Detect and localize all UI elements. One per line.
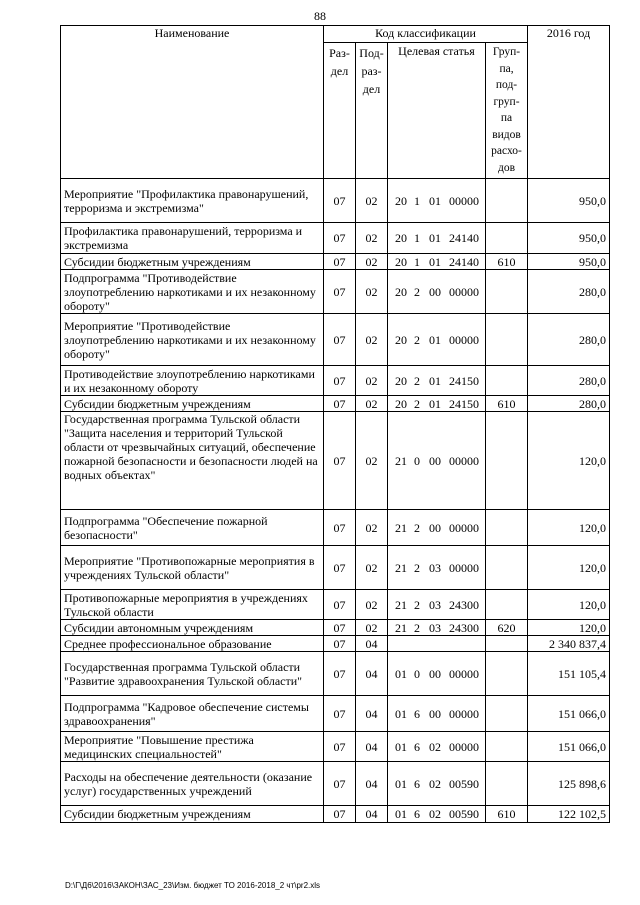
row-expense-group: [486, 314, 528, 366]
table-row: [61, 223, 610, 254]
row-subsection: 02: [356, 510, 388, 546]
table-row: [61, 762, 610, 806]
target-article-part: 21: [395, 597, 407, 612]
target-article-part: 01: [429, 373, 441, 388]
target-article-part: 21: [395, 520, 407, 535]
row-expense-group: [486, 366, 528, 396]
row-expense-group: [486, 636, 528, 652]
target-article-part: 00: [429, 706, 441, 721]
row-section: 07: [324, 590, 356, 620]
row-amount: 120,0: [528, 590, 610, 620]
target-article-part: 1: [414, 193, 420, 208]
row-name: Подпрограмма "Кадровое обеспечение системы здравоохранения": [61, 696, 324, 732]
target-article-part: 01: [395, 706, 407, 721]
target-article-part: 00000: [449, 706, 479, 721]
target-article-part: 24150: [449, 373, 479, 388]
row-expense-group: [486, 696, 528, 732]
table-row: [61, 412, 610, 510]
row-target-article: [388, 620, 486, 636]
target-article-part: 00000: [449, 453, 479, 468]
target-article-part: 00000: [449, 739, 479, 754]
table-row: [61, 652, 610, 696]
row-section: 07: [324, 254, 356, 270]
row-expense-group: [486, 652, 528, 696]
row-target-article: [388, 652, 486, 696]
row-subsection: 04: [356, 762, 388, 806]
row-amount: 280,0: [528, 396, 610, 412]
target-article-part: 01: [395, 807, 407, 821]
row-subsection: 04: [356, 806, 388, 823]
target-article-part: 21: [395, 560, 407, 575]
row-name: Профилактика правонарушений, терроризма и экстремизма: [61, 223, 324, 254]
target-article-part: 02: [429, 739, 441, 754]
target-article-part: 01: [429, 254, 441, 269]
row-amount: 120,0: [528, 620, 610, 636]
row-name: Субсидии бюджетным учреждениям: [61, 396, 324, 412]
row-amount: 120,0: [528, 510, 610, 546]
target-article-part: 01: [395, 739, 407, 754]
row-amount: 280,0: [528, 366, 610, 396]
target-article-part: 20: [395, 231, 407, 245]
row-name: Расходы на обеспечение деятельности (оказание услуг) государственных учреждений: [61, 762, 324, 806]
target-article-part: 24300: [449, 597, 479, 612]
row-section: 07: [324, 652, 356, 696]
target-article-part: 01: [395, 776, 407, 791]
target-article-part: 2: [414, 284, 420, 299]
target-article-part: 20: [395, 254, 407, 269]
row-name: Мероприятие "Противодействие злоупотреблению наркотиками и их незаконному обороту": [61, 314, 324, 366]
row-subsection: 02: [356, 223, 388, 254]
target-article-part: 6: [414, 776, 420, 791]
row-section: 07: [324, 314, 356, 366]
row-expense-group: 610: [486, 396, 528, 412]
row-amount: 950,0: [528, 223, 610, 254]
target-article-part: 2: [414, 332, 420, 347]
row-subsection: 04: [356, 696, 388, 732]
table-row: [61, 696, 610, 732]
table-row: [61, 396, 610, 412]
target-article-part: 01: [395, 666, 407, 681]
row-target-article: [388, 510, 486, 546]
target-article-part: 00: [429, 520, 441, 535]
header-row-top: [61, 26, 610, 43]
target-article-part: 20: [395, 373, 407, 388]
target-article-part: 24150: [449, 396, 479, 411]
row-section: 07: [324, 696, 356, 732]
row-target-article: [388, 696, 486, 732]
row-expense-group: [486, 590, 528, 620]
target-article-part: 01: [429, 332, 441, 347]
row-name: Противодействие злоупотреблению наркотиками и их незаконному обороту: [61, 366, 324, 396]
target-article-part: 00: [429, 284, 441, 299]
row-subsection: 04: [356, 652, 388, 696]
row-section: 07: [324, 366, 356, 396]
row-subsection: 02: [356, 546, 388, 590]
target-article-part: 0: [414, 666, 420, 681]
row-expense-group: [486, 762, 528, 806]
row-subsection: 02: [356, 590, 388, 620]
target-article-part: 2: [414, 373, 420, 388]
row-expense-group: [486, 546, 528, 590]
row-section: 07: [324, 732, 356, 762]
target-article-part: 2: [414, 560, 420, 575]
header-subsection: Под- раз- дел: [356, 43, 388, 179]
target-article-part: 00: [429, 666, 441, 681]
row-name: Мероприятие "Противопожарные мероприятия в учреждениях Тульской области": [61, 546, 324, 590]
target-article-part: 6: [414, 739, 420, 754]
row-subsection: 04: [356, 732, 388, 762]
header-section: Раз- дел: [324, 43, 356, 179]
row-expense-group: [486, 732, 528, 762]
target-article-part: 01: [429, 193, 441, 208]
table-row: [61, 620, 610, 636]
row-amount: 125 898,6: [528, 762, 610, 806]
row-target-article: [388, 366, 486, 396]
row-name: Подпрограмма "Противодействие злоупотреблению наркотиками и их незаконному обороту": [61, 270, 324, 314]
row-expense-group: [486, 412, 528, 510]
row-subsection: 02: [356, 179, 388, 223]
row-section: 07: [324, 620, 356, 636]
row-expense-group: 610: [486, 254, 528, 270]
row-name: Субсидии бюджетным учреждениям: [61, 806, 324, 823]
row-target-article: [388, 732, 486, 762]
table-row: [61, 590, 610, 620]
row-name: Мероприятие "Повышение престижа медицинских специальностей": [61, 732, 324, 762]
row-target-article: [388, 223, 486, 254]
target-article-part: 01: [429, 231, 441, 245]
target-article-part: 24140: [449, 231, 479, 245]
target-article-part: 2: [414, 597, 420, 612]
target-article-part: 20: [395, 193, 407, 208]
row-name: Государственная программа Тульской области "Защита населения и территорий Тульской области от чрезвычайных ситуаций, обеспечение пожарной безопасности и безопасности людей на водных объектах": [61, 412, 324, 510]
target-article-part: 20: [395, 332, 407, 347]
row-target-article: [388, 590, 486, 620]
header-year: 2016 год: [528, 26, 610, 179]
page-number: 88: [314, 9, 326, 23]
row-amount: 151 066,0: [528, 732, 610, 762]
table-row: [61, 546, 610, 590]
target-article-part: 00000: [449, 666, 479, 681]
row-name: Мероприятие "Профилактика правонарушений, терроризма и экстремизма": [61, 179, 324, 223]
row-subsection: 02: [356, 366, 388, 396]
row-amount: 151 066,0: [528, 696, 610, 732]
target-article-part: 0: [414, 453, 420, 468]
row-section: 07: [324, 223, 356, 254]
row-name: Субсидии автономным учреждениям: [61, 620, 324, 636]
row-amount: 280,0: [528, 270, 610, 314]
target-article-part: 00: [429, 453, 441, 468]
row-target-article: [388, 314, 486, 366]
target-article-part: 2: [414, 396, 420, 411]
table-row: [61, 179, 610, 223]
target-article-part: 2: [414, 520, 420, 535]
row-expense-group: [486, 510, 528, 546]
row-section: 07: [324, 636, 356, 652]
target-article-part: 2: [414, 620, 420, 635]
target-article-part: 01: [429, 396, 441, 411]
target-article-part: 00000: [449, 332, 479, 347]
row-target-article: [388, 254, 486, 270]
row-target-article: [388, 412, 486, 510]
row-subsection: 04: [356, 636, 388, 652]
row-expense-group: 620: [486, 620, 528, 636]
target-article-part: 00000: [449, 284, 479, 299]
table-row: [61, 510, 610, 546]
row-amount: 120,0: [528, 546, 610, 590]
target-article-part: 00590: [449, 807, 479, 821]
table-row: [61, 732, 610, 762]
budget-table: [60, 25, 610, 823]
target-article-part: 00000: [449, 193, 479, 208]
row-subsection: 02: [356, 412, 388, 510]
row-amount: 120,0: [528, 412, 610, 510]
row-subsection: 02: [356, 254, 388, 270]
table-row: [61, 806, 610, 823]
row-expense-group: [486, 270, 528, 314]
row-target-article: [388, 546, 486, 590]
row-target-article: [388, 270, 486, 314]
row-section: 07: [324, 762, 356, 806]
target-article-part: 20: [395, 396, 407, 411]
row-section: 07: [324, 412, 356, 510]
table-body: [61, 179, 610, 823]
target-article-part: 03: [429, 597, 441, 612]
target-article-part: 02: [429, 776, 441, 791]
target-article-part: 21: [395, 620, 407, 635]
row-subsection: 02: [356, 314, 388, 366]
row-expense-group: 610: [486, 806, 528, 823]
row-subsection: 02: [356, 270, 388, 314]
row-section: 07: [324, 546, 356, 590]
target-article-part: 6: [414, 706, 420, 721]
row-name: Государственная программа Тульской области "Развитие здравоохранения Тульской области": [61, 652, 324, 696]
row-section: 07: [324, 396, 356, 412]
target-article-part: 24140: [449, 254, 479, 269]
target-article-part: 02: [429, 807, 441, 821]
target-article-part: 24300: [449, 620, 479, 635]
row-target-article: [388, 396, 486, 412]
table-row: [61, 254, 610, 270]
table-row: [61, 636, 610, 652]
target-article-part: 03: [429, 620, 441, 635]
header-name: Наименование: [61, 26, 324, 179]
target-article-part: 03: [429, 560, 441, 575]
target-article-part: 6: [414, 807, 420, 821]
target-article-part: 1: [414, 231, 420, 245]
row-subsection: 02: [356, 620, 388, 636]
table-row: [61, 270, 610, 314]
row-amount: 280,0: [528, 314, 610, 366]
row-target-article: [388, 636, 486, 652]
row-amount: 2 340 837,4: [528, 636, 610, 652]
target-article-part: 00590: [449, 776, 479, 791]
target-article-part: 00000: [449, 560, 479, 575]
row-section: 07: [324, 806, 356, 823]
file-path-footer: D:\Г\Д6\2016\ЗАКОН\ЗАС_23\Изм. бюджет ТО 2016-2018_2 чт\pr2.xls: [65, 881, 321, 890]
row-target-article: [388, 806, 486, 823]
row-name: Подпрограмма "Обеспечение пожарной безопасности": [61, 510, 324, 546]
target-article-part: 21: [395, 453, 407, 468]
row-target-article: [388, 179, 486, 223]
row-amount: 950,0: [528, 179, 610, 223]
row-section: 07: [324, 179, 356, 223]
target-article-part: 1: [414, 254, 420, 269]
table-row: [61, 314, 610, 366]
row-expense-group: [486, 223, 528, 254]
row-subsection: 02: [356, 396, 388, 412]
row-expense-group: [486, 179, 528, 223]
header-target-article: Целевая статья: [388, 43, 486, 179]
row-amount: 151 105,4: [528, 652, 610, 696]
header-expense-group: Груп- па, под- груп- па видов расхо- дов: [486, 43, 528, 179]
row-target-article: [388, 762, 486, 806]
row-name: Субсидии бюджетным учреждениям: [61, 254, 324, 270]
row-section: 07: [324, 510, 356, 546]
row-name: Среднее профессиональное образование: [61, 636, 324, 652]
table-row: [61, 366, 610, 396]
row-amount: 950,0: [528, 254, 610, 270]
row-amount: 122 102,5: [528, 806, 610, 823]
row-name: Противопожарные мероприятия в учреждениях Тульской области: [61, 590, 324, 620]
row-section: 07: [324, 270, 356, 314]
target-article-part: 20: [395, 284, 407, 299]
header-classification-code: Код классификации: [324, 26, 528, 43]
target-article-part: 00000: [449, 520, 479, 535]
